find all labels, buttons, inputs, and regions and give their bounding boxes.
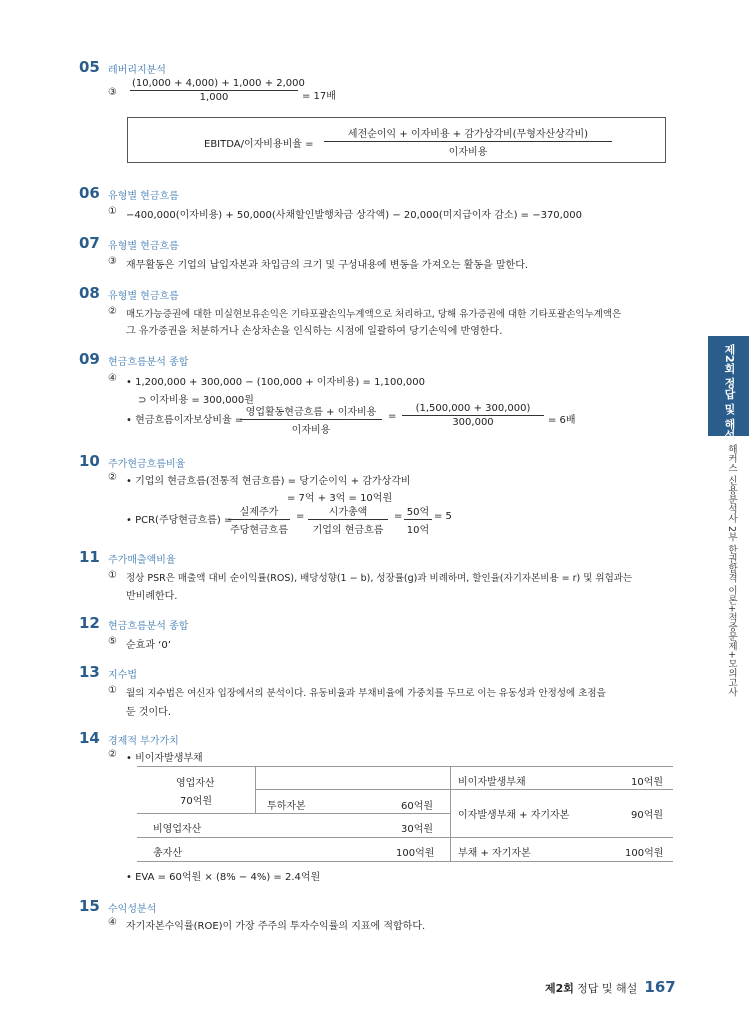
answer-text: −400,000(이자비용) + 50,000(사채할인발행차금 상각액) − 20,000(미지급이자 감소) = −370,000 bbox=[126, 210, 582, 221]
answer-text-line2: 둔 것이다. bbox=[126, 707, 171, 718]
question-number: 14 bbox=[79, 729, 100, 747]
fraction-denominator: 기업의 현금흐름 bbox=[312, 525, 384, 536]
fraction-numerator: 50억 bbox=[404, 503, 432, 520]
formula-label: • PCR(주당현금흐름) = bbox=[126, 515, 233, 526]
table-cell: 90억원 bbox=[631, 810, 664, 821]
footer-label: 제2회 bbox=[545, 982, 574, 995]
question-number: 05 bbox=[79, 58, 100, 76]
question-title: 레버리지분석 bbox=[108, 65, 166, 76]
calc-line: • 1,200,000 + 300,000 − (100,000 + 이자비용) = 1,100,000 bbox=[126, 377, 425, 388]
table-top-rule bbox=[137, 766, 673, 767]
question-number: 11 bbox=[79, 548, 100, 566]
calc-line: • 기업의 현금흐름(전통적 현금흐름) = 당기순이익 + 감가상각비 bbox=[126, 476, 411, 487]
fraction-denominator: 1,000 bbox=[199, 92, 229, 103]
chapter-tab bbox=[708, 336, 749, 441]
result-text: = 17배 bbox=[302, 91, 336, 102]
answer-text-line1: 정상 PSR은 매출액 대비 순이익률(ROS), 배당성향(1 − b), 성장률(g)과 비례하며, 할인율(자기자본비용 = r) 및 위험과는 bbox=[126, 573, 633, 584]
table-cell: 투하자본 bbox=[267, 801, 306, 812]
table-cell: 부채 + 자기자본 bbox=[458, 848, 531, 859]
fraction-denominator: 300,000 bbox=[452, 417, 494, 428]
calc-line: = 7억 + 3억 = 10억원 bbox=[287, 493, 393, 504]
formula-label: • 현금흐름이자보상비율 = bbox=[126, 415, 244, 426]
fraction bbox=[240, 403, 382, 436]
answer-text-line2: 반비례한다. bbox=[126, 591, 178, 602]
question-number: 08 bbox=[79, 284, 100, 302]
table-cell: 10억원 bbox=[631, 777, 664, 788]
table-bottom-rule bbox=[137, 861, 673, 862]
result-text: = 5 bbox=[434, 511, 452, 522]
answer-choice: ① bbox=[108, 206, 117, 217]
table-cell: 100억원 bbox=[625, 848, 664, 859]
question-title: 주가매출액비율 bbox=[108, 555, 176, 566]
fraction-denominator: 주당현금흐름 bbox=[230, 525, 288, 536]
question-title: 주가현금흐름비율 bbox=[108, 459, 186, 470]
equals-sign: = bbox=[394, 511, 403, 522]
fraction-numerator: (1,500,000 + 300,000) bbox=[402, 403, 544, 416]
answer-text: 자기자본수익률(ROE)이 가장 주주의 투자수익률의 지표에 적합하다. bbox=[126, 921, 426, 932]
bullet-text: • 비이자발생부채 bbox=[126, 753, 203, 764]
answer-choice: ① bbox=[108, 570, 117, 581]
table-rule bbox=[450, 789, 673, 790]
question-title: 현금흐름분석 종합 bbox=[108, 621, 189, 632]
footer-label2: 정답 및 해설 bbox=[577, 982, 638, 995]
table-cell: 100억원 bbox=[396, 848, 435, 859]
answer-choice: ③ bbox=[108, 87, 117, 98]
fraction-numerator: 세전순이익 + 이자비용 + 감가상각비(무형자산상각비) bbox=[324, 125, 612, 142]
answer-choice: ⑤ bbox=[108, 636, 117, 647]
answer-choice: ③ bbox=[108, 256, 117, 267]
question-title: 지수법 bbox=[108, 670, 137, 681]
table-divider bbox=[450, 766, 451, 862]
formula-box bbox=[127, 117, 666, 163]
table-cell: 총자산 bbox=[153, 848, 182, 859]
question-number: 10 bbox=[79, 452, 100, 470]
answer-choice: ② bbox=[108, 306, 117, 317]
equals-sign: = bbox=[296, 511, 305, 522]
question-title: 유형별 현금흐름 bbox=[108, 291, 179, 302]
fraction bbox=[402, 403, 544, 428]
question-title: 유형별 현금흐름 bbox=[108, 241, 179, 252]
answer-text-line2: 그 유가증권을 처분하거나 손상차손을 인식하는 시점에 일괄하여 당기손익에 반영한다. bbox=[126, 326, 503, 337]
table-divider bbox=[255, 766, 256, 814]
equals-sign: = bbox=[388, 411, 397, 422]
table-rule bbox=[255, 789, 450, 790]
book-title: 해커스 신용분석사 2부 한권합격 이론+적중문제+모의고사 bbox=[726, 444, 737, 697]
box-fraction bbox=[324, 125, 612, 158]
question-number: 12 bbox=[79, 614, 100, 632]
fraction-numerator: (10,000 + 4,000) + 1,000 + 2,000 bbox=[132, 78, 305, 89]
question-number: 07 bbox=[79, 234, 100, 252]
answer-choice: ① bbox=[108, 685, 117, 696]
page-number: 167 bbox=[644, 978, 676, 996]
fraction-numerator: 영업활동현금흐름 + 이자비용 bbox=[240, 403, 382, 420]
fraction bbox=[228, 503, 290, 536]
table-cell: 비영업자산 bbox=[153, 824, 202, 835]
answer-choice: ④ bbox=[108, 373, 117, 384]
table-rule bbox=[137, 837, 673, 838]
question-title: 경제적 부가가치 bbox=[108, 736, 179, 747]
fraction-numerator: 실제주가 bbox=[228, 503, 290, 520]
question-title: 수익성분석 bbox=[108, 904, 157, 915]
answer-choice: ② bbox=[108, 749, 117, 760]
table-cell: 이자발생부채 + 자기자본 bbox=[458, 810, 570, 821]
answer-text: 재무활동은 기업의 납입자본과 차입금의 크기 및 구성내용에 변동을 가져오는 활동을 말한다. bbox=[126, 260, 529, 271]
fraction-denominator: 이자비용 bbox=[291, 425, 331, 436]
box-label: EBITDA/이자비용비율 = bbox=[204, 139, 314, 150]
eva-formula: • EVA = 60억원 × (8% − 4%) = 2.4억원 bbox=[126, 872, 321, 883]
question-number: 09 bbox=[79, 350, 100, 368]
table-cell: 영업자산 bbox=[176, 778, 215, 789]
question-number: 15 bbox=[79, 897, 100, 915]
answer-choice: ④ bbox=[108, 917, 117, 928]
fraction bbox=[130, 78, 305, 103]
question-number: 06 bbox=[79, 184, 100, 202]
fraction-denominator: 이자비용 bbox=[448, 147, 488, 158]
answer-text-line1: 매도가능증권에 대한 미실현보유손익은 기타포괄손익누계액으로 처리하고, 당해 유가증권에 대한 기타포괄손익누계액은 bbox=[126, 309, 622, 320]
question-title: 현금흐름분석 종합 bbox=[108, 357, 189, 368]
result-text: = 6배 bbox=[548, 415, 576, 426]
fraction-numerator: 시가총액 bbox=[308, 503, 388, 520]
page-footer bbox=[545, 978, 676, 996]
table-cell: 비이자발생부채 bbox=[458, 777, 526, 788]
table-cell: 30억원 bbox=[401, 824, 434, 835]
answer-text: 순효과 ‘0’ bbox=[126, 640, 171, 651]
fraction bbox=[404, 503, 432, 536]
fraction-denominator: 10억 bbox=[406, 525, 430, 536]
table-rule bbox=[137, 813, 450, 814]
table-cell: 60억원 bbox=[401, 801, 434, 812]
answer-text-line1: 월의 지수법은 여신자 입장에서의 분석이다. 유동비율과 부채비율에 가중치를 두므로 이는 유동성과 안정성에 초점을 bbox=[126, 688, 606, 699]
question-number: 13 bbox=[79, 663, 100, 681]
calc-line: ⊃ 이자비용 = 300,000원 bbox=[138, 395, 254, 406]
table-cell: 70억원 bbox=[180, 796, 213, 807]
fraction bbox=[308, 503, 388, 536]
question-title: 유형별 현금흐름 bbox=[108, 191, 179, 202]
answer-choice: ② bbox=[108, 472, 117, 483]
chapter-tab-label: 제2회 정답 및 해설 bbox=[723, 344, 736, 441]
